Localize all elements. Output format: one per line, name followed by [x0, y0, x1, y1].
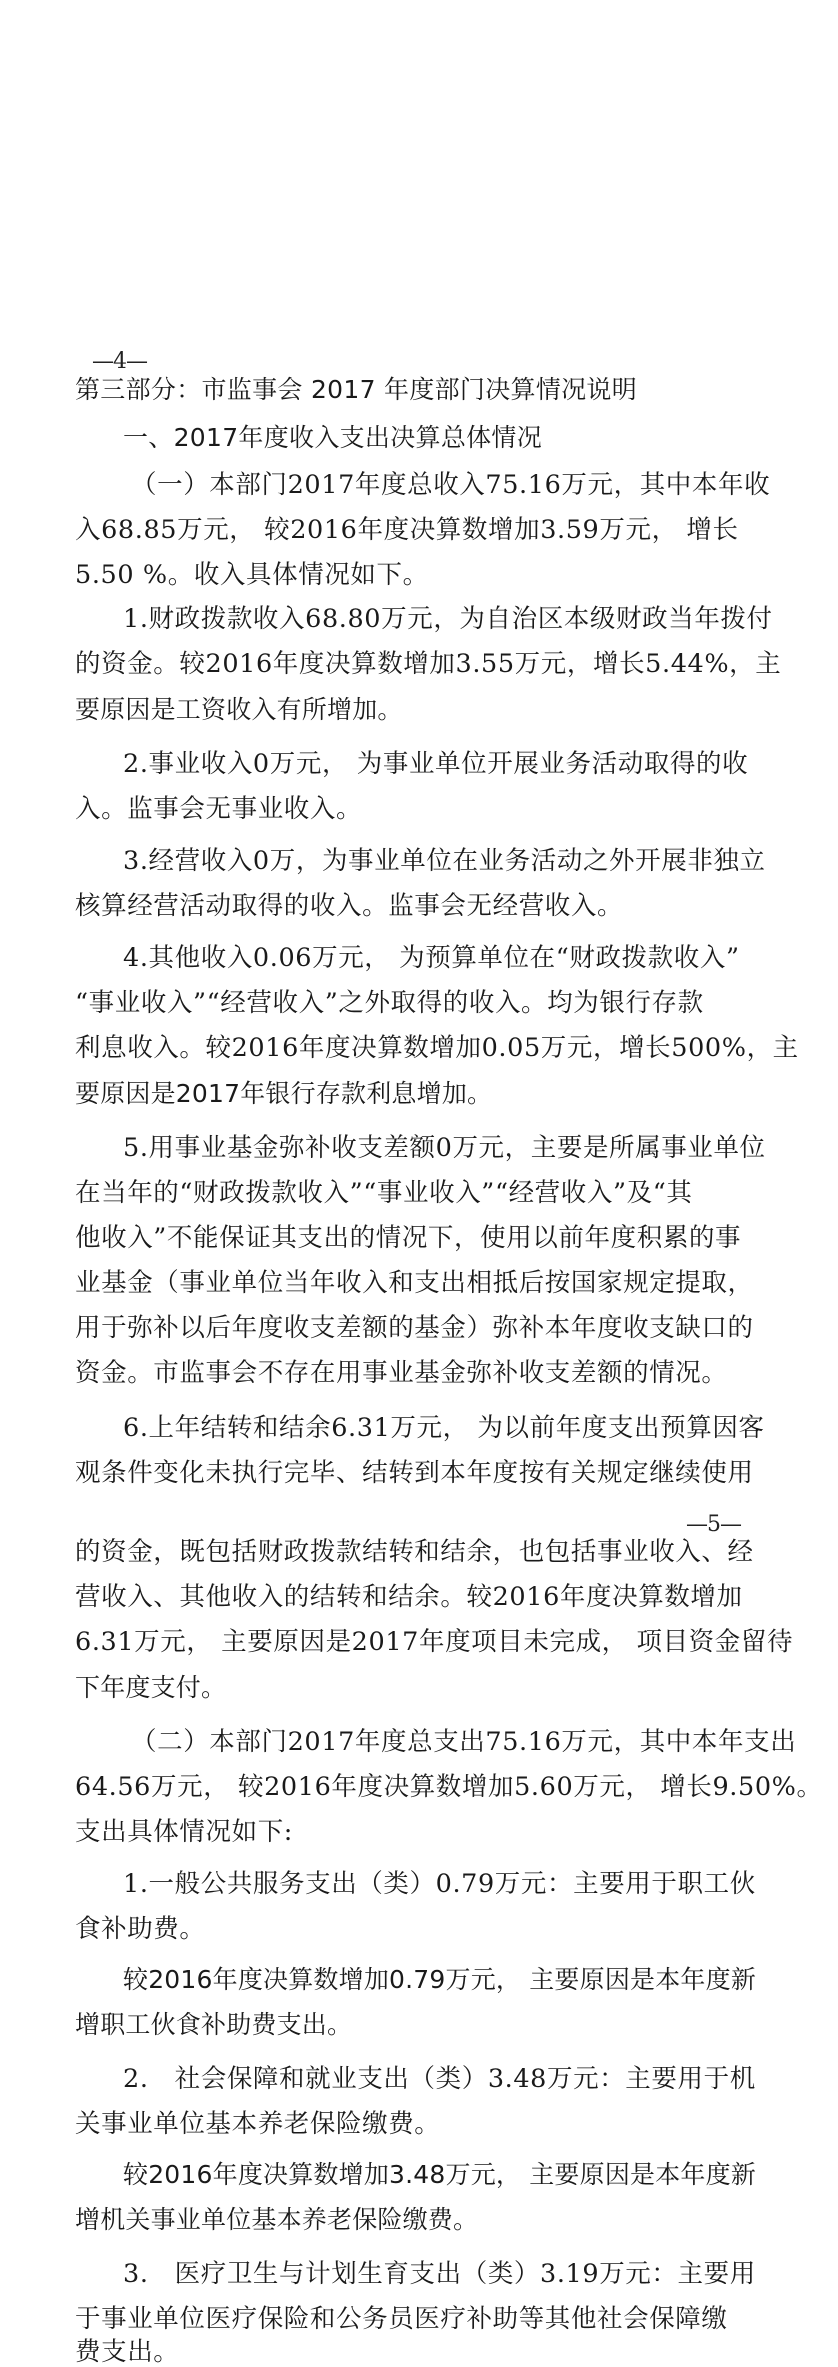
text-line: 下年度支付。 [75, 1673, 227, 1702]
text-line: 于事业单位医疗保险和公务员医疗补助等其他社会保障缴 [75, 2304, 728, 2334]
text-line: 5.50 %。收入具体情况如下。 [75, 560, 429, 590]
text-line: 食补助费。 [75, 1914, 206, 1944]
text-line: 6.31万元， 主要原因是2017年度项目未完成， 项目资金留待 [75, 1627, 794, 1657]
text-line: 营收入、其他收入的结转和结余。较2016年度决算数增加 [75, 1582, 743, 1612]
text-line: 6.上年结转和结余6.31万元， 为以前年度支出预算因客 [123, 1413, 765, 1443]
subsection-heading: 一、2017年度收入支出决算总体情况 [123, 423, 543, 452]
text-line: 入。监事会无事业收入。 [75, 794, 363, 824]
text-line: 用于弥补以后年度收支差额的基金）弥补本年度收支缺口的 [75, 1313, 754, 1343]
text-line: 的资金。较2016年度决算数增加3.55万元，增长5.44%，主 [75, 649, 782, 679]
text-line: 增机关事业单位基本养老保险缴费。 [75, 2205, 479, 2234]
text-line: 要原因是2017年银行存款利息增加。 [75, 1079, 493, 1108]
text-line: 关事业单位基本养老保险缴费。 [75, 2109, 441, 2139]
text-line: 较2016年度决算数增加3.48万元， 主要原因是本年度新 [123, 2160, 757, 2189]
text-line: 要原因是工资收入有所增加。 [75, 695, 403, 724]
text-line: 1.一般公共服务支出（类）0.79万元：主要用于职工伙 [123, 1869, 756, 1899]
text-line: 3. 医疗卫生与计划生育支出（类）3.19万元：主要用 [123, 2259, 756, 2289]
text-line: 64.56万元， 较2016年度决算数增加5.60万元， 增长9.50%。 [75, 1772, 823, 1802]
text-line: 资金。市监事会不存在用事业基金弥补收支差额的情况。 [75, 1358, 728, 1388]
text-line: 利息收入。较2016年度决算数增加0.05万元，增长500%，主 [75, 1033, 799, 1063]
text-line: 5.用事业基金弥补收支差额0万元，主要是所属事业单位 [123, 1133, 766, 1163]
text-line: 3.经营收入0万，为事业单位在业务活动之外开展非独立 [123, 846, 766, 876]
text-line: （二）本部门2017年度总支出75.16万元，其中本年支出 [131, 1727, 797, 1757]
text-line: 业基金（事业单位当年收入和支出相抵后按国家规定提取， [75, 1268, 754, 1298]
section-heading: 第三部分：市监事会 2017 年度部门决算情况说明 [75, 375, 638, 404]
text-line: （一）本部门2017年度总收入75.16万元，其中本年收 [131, 470, 771, 500]
text-line: 费支出。 [75, 2337, 180, 2367]
text-line: 他收入”不能保证其支出的情况下，使用以前年度积累的事 [75, 1223, 742, 1253]
text-line: 2. 社会保障和就业支出（类）3.48万元：主要用于机 [123, 2064, 756, 2094]
text-line: 2.事业收入0万元， 为事业单位开展业务活动取得的收 [123, 749, 749, 779]
page-number-5: —5— [686, 1512, 741, 1537]
text-line: 核算经营活动取得的收入。监事会无经营收入。 [75, 891, 624, 921]
page-number-4: —4— [92, 349, 147, 374]
text-line: 1.财政拨款收入68.80万元，为自治区本级财政当年拨付 [123, 604, 773, 634]
text-line: “事业收入”“经营收入”之外取得的收入。均为银行存款 [75, 988, 704, 1018]
text-line: 4.其他收入0.06万元， 为预算单位在“财政拨款收入” [123, 943, 740, 973]
text-line: 在当年的“财政拨款收入”“事业收入”“经营收入”及“其 [75, 1178, 693, 1208]
text-line: 较2016年度决算数增加0.79万元， 主要原因是本年度新 [123, 1965, 757, 1994]
text-line: 的资金，既包括财政拨款结转和结余，也包括事业收入、经 [75, 1537, 754, 1567]
text-line: 入68.85万元， 较2016年度决算数增加3.59万元， 增长 [75, 515, 739, 545]
text-line: 增职工伙食补助费支出。 [75, 2010, 353, 2039]
text-line: 观条件变化未执行完毕、结转到本年度按有关规定继续使用 [75, 1458, 754, 1488]
text-line: 支出具体情况如下: [75, 1817, 293, 1847]
